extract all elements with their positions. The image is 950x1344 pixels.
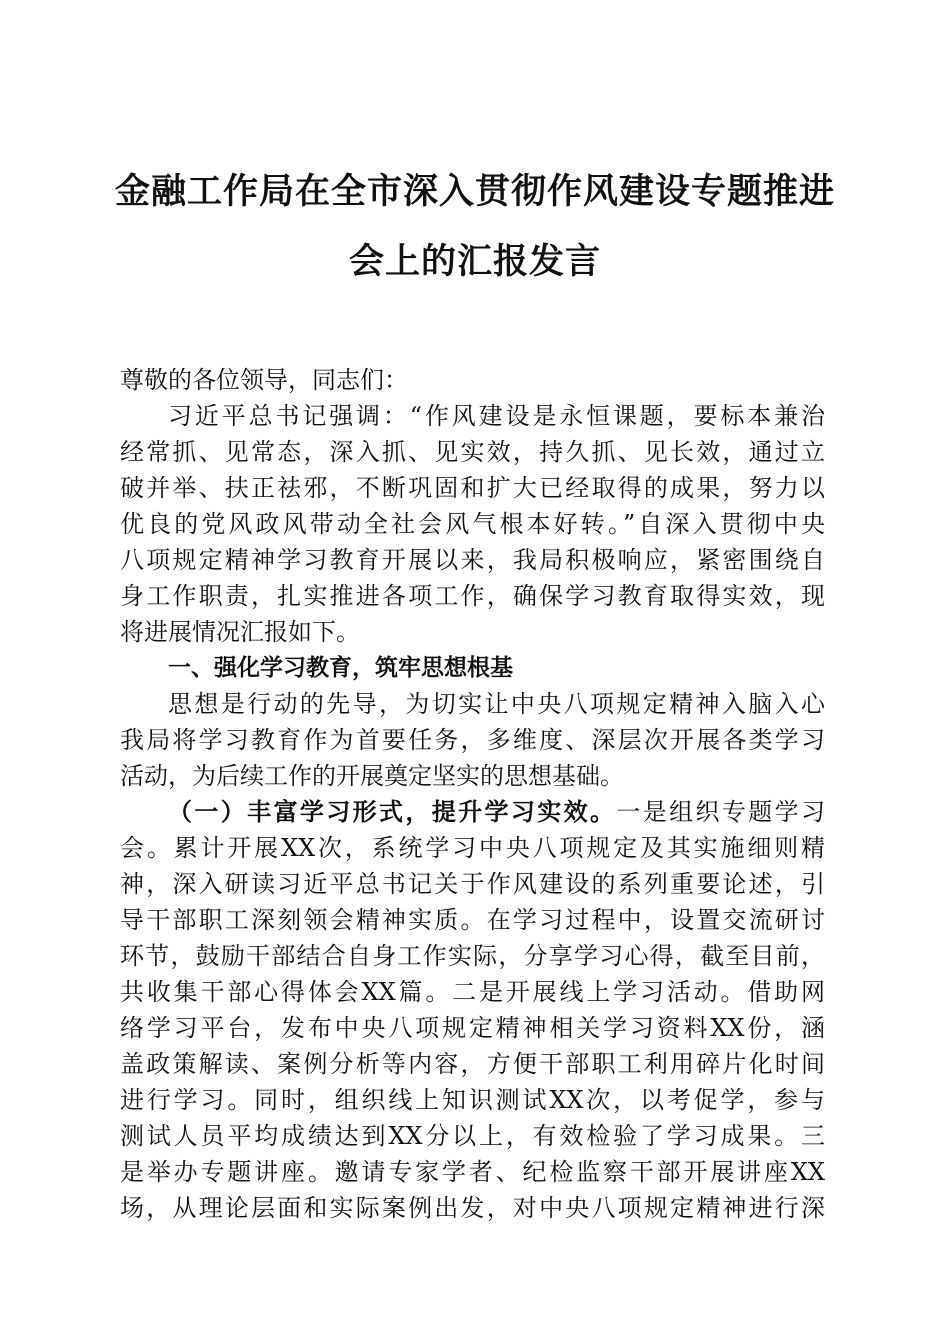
greeting: 尊敬的各位领导，同志们： [120,366,408,394]
paragraph-line: 导干部职工深刻领会精神实质。在学习过程中，设置交流研讨 [120,906,825,934]
paragraph-line: 活动，为后续工作的开展奠定坚实的思想基础。 [120,762,624,790]
document-title-line-2: 会上的汇报发言 [348,241,601,282]
paragraph-line: 身工作职责，扎实推进各项工作，确保学习教育取得实效，现 [120,582,825,610]
paragraph-line: 我局将学习教育作为首要任务，多维度、深层次开展各类学习 [120,726,825,754]
paragraph-line: 习近平总书记强调：“作风建设是永恒课题，要标本兼治 [168,402,825,430]
paragraph-line: 测试人员平均成绩达到XX分以上，有效检验了学习成果。三 [120,1122,825,1150]
paragraph-line: 络学习平台，发布中央八项规定精神相关学习资料XX份，涵 [120,1014,825,1042]
document-title-line-1: 金融工作局在全市深入贯彻作风建设专题推进 [114,171,835,212]
paragraph-line: 场，从理论层面和实际案例出发，对中央八项规定精神进行深 [120,1194,825,1222]
paragraph-line: 是举办专题讲座。邀请专家学者、纪检监察干部开展讲座XX [120,1158,825,1186]
subsection-text: 一是组织专题学习 [616,798,825,826]
section-heading: 一、强化学习教育，筑牢思想根基 [168,655,513,681]
paragraph-line: 破并举、扶正祛邪，不断巩固和扩大已经取得的成果，努力以 [120,474,825,502]
paragraph-line: 思想是行动的先导，为切实让中央八项规定精神入脑入心 [168,690,825,718]
paragraph-line: 进行学习。同时，组织线上知识测试XX次，以考促学，参与 [120,1086,825,1114]
paragraph-line: 神，深入研读习近平总书记关于作风建设的系列重要论述，引 [120,870,825,898]
paragraph-line: 会。累计开展XX次，系统学习中央八项规定及其实施细则精 [120,834,825,862]
paragraph-line: 盖政策解读、案例分析等内容，方便干部职工利用碎片化时间 [120,1050,825,1078]
subsection-line [120,794,825,830]
subsection-heading: （一）丰富学习形式，提升学习实效。 [168,797,617,826]
paragraph-line: 将进展情况汇报如下。 [120,618,360,646]
paragraph-line: 优良的党风政风带动全社会风气根本好转。”自深入贯彻中央 [120,510,825,538]
paragraph-line: 共收集干部心得体会XX篇。二是开展线上学习活动。借助网 [120,978,825,1006]
paragraph-line: 经常抓、见常态，深入抓、见实效，持久抓、见长效，通过立 [120,438,825,466]
paragraph-line: 环节，鼓励干部结合自身工作实际，分享学习心得，截至目前， [120,942,825,970]
paragraph-line: 八项规定精神学习教育开展以来，我局积极响应，紧密围绕自 [120,546,825,574]
